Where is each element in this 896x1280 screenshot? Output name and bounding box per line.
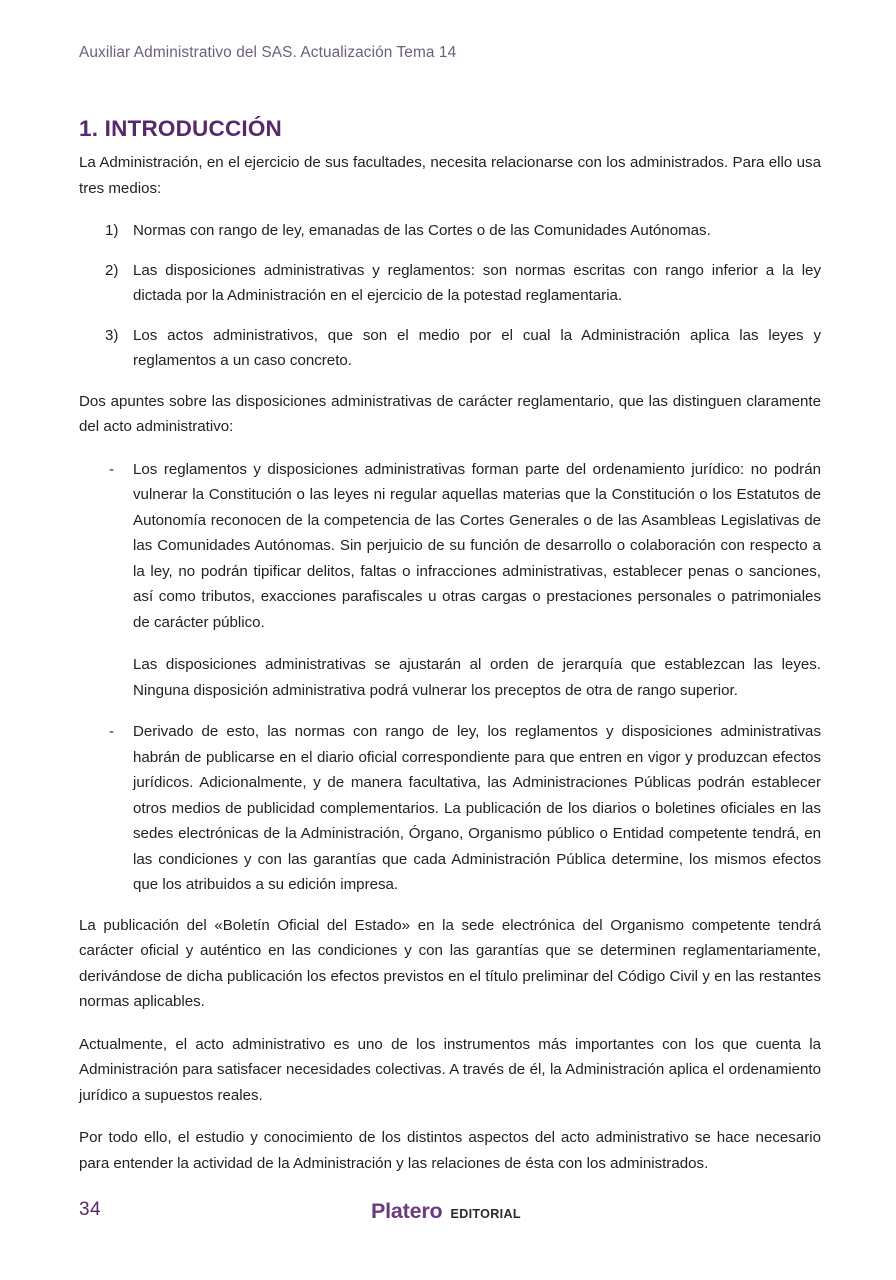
closing-paragraph: Por todo ello, el estudio y conocimiento de los distintos aspectos del acto administrativo se hace necesario para entender la actividad de la Administración y las relaciones de ésta con los administrados.	[79, 1129, 821, 1172]
page-footer	[0, 1199, 896, 1239]
list-item	[79, 719, 821, 898]
running-header: Auxiliar Administrativo del SAS. Actualización Tema 14	[79, 44, 457, 61]
list-item-text: Derivado de esto, las normas con rango de ley, los reglamentos y disposiciones administrativas habrán de publicarse en el diario oficial correspondiente para que entren en vigor y produzcan efectos jurídicos. Adicionalmente, y de manera facultativa, las Administraciones Públicas podrán establecer otros medios de publicidad complementarios. La publicación de los diarios o boletines oficiales en las sedes electrónicas de la Administración, Órgano, Organismo público o Entidad competente tendrá, en las condiciones y con las garantías que cada Administración Pública determine, los mismos efectos que los atribuidos a su edición impresa.	[133, 723, 821, 893]
dash-list	[79, 457, 821, 898]
list-item	[79, 323, 821, 374]
list-marker: 3)	[105, 326, 119, 344]
publisher-logo	[371, 1199, 521, 1224]
list-item-text: Normas con rango de ley, emanadas de las Cortes o de las Comunidades Autónomas.	[133, 222, 711, 239]
numbered-list	[79, 218, 821, 374]
list-item-subparagraph: Las disposiciones administrativas se ajustarán al orden de jerarquía que establezcan las leyes. Ninguna disposición administrativa podrá vulnerar los preceptos de otra de rango superior.	[133, 656, 821, 699]
list-item-text: Las disposiciones administrativas y reglamentos: son normas escritas con rango inferior a la ley dictada por la Administración en el ejercicio de la potestad reglamentaria.	[133, 261, 821, 304]
list-marker: -	[109, 460, 115, 478]
page-number: 34	[79, 1199, 101, 1220]
list-item	[79, 218, 821, 244]
list-item-text: Los reglamentos y disposiciones administrativas forman parte del ordenamiento jurídico: no podrán vulnerar la Constitución o las leyes ni regular aquellas materias que la Constitución o los Estatutos de Autonomía reconocen de la competencia de las Cortes Generales o de las Asambleas Legislativas de las Comunidades Autónomas. Sin perjuicio de su función de desarrollo o colaboración con respecto a la ley, no podrán tipificar delitos, faltas o infracciones administrativas, establecer penas o sanciones, así como tributos, exacciones parafiscales u otras cargas o prestaciones personales o patrimoniales de carácter público.	[133, 460, 821, 631]
closing-paragraph: La publicación del «Boletín Oficial del Estado» en la sede electrónica del Organismo competente tendrá carácter oficial y auténtico en las condiciones y con las garantías que se determinen reglamentariamente, derivándose de dicha publicación los efectos previstos en el título preliminar del Código Civil y en las restantes normas aplicables.	[79, 916, 821, 1010]
intro-paragraph: La Administración, en el ejercicio de sus facultades, necesita relacionarse con los administrados. Para ello usa tres medios:	[79, 154, 821, 197]
publisher-descriptor: EDITORIAL	[450, 1207, 521, 1221]
list-item-text: Los actos administrativos, que son el medio por el cual la Administración aplica las leyes y reglamentos a un caso concreto.	[133, 326, 821, 369]
lead-in-paragraph: Dos apuntes sobre las disposiciones administrativas de carácter reglamentario, que las distinguen claramente del acto administrativo:	[79, 392, 821, 435]
list-marker: -	[109, 723, 115, 740]
page-title: 1. INTRODUCCIÓN	[79, 116, 283, 142]
publisher-name: Platero	[371, 1199, 443, 1223]
list-item	[79, 258, 821, 309]
closing-paragraph: Actualmente, el acto administrativo es uno de los instrumentos más importantes con los que cuenta la Administración para satisfacer necesidades colectivas. A través de él, la Administración aplica el ordenamiento jurídico a supuestos reales.	[79, 1035, 821, 1104]
list-marker: 2)	[105, 261, 119, 279]
document-body	[79, 150, 821, 1176]
list-marker: 1)	[105, 222, 119, 239]
list-item	[79, 457, 821, 704]
